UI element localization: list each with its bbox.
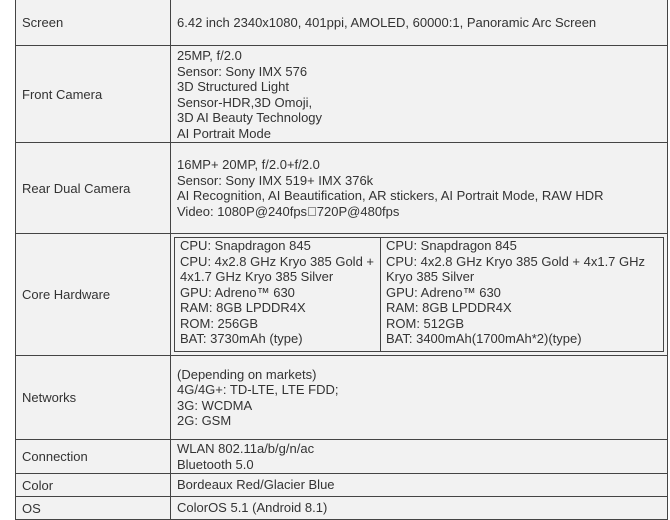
os-value: ColorOS 5.1 (Android 8.1)	[177, 500, 328, 516]
hardware-variant-b	[380, 237, 664, 352]
hardware-line: ROM: 512GB	[386, 315, 465, 331]
row-value	[171, 440, 668, 473]
front-camera-line: AI Portrait Mode	[177, 125, 271, 141]
row-value	[171, 497, 668, 519]
rear-camera-line: Video: 1080P@240fps 720P@480fps	[177, 203, 400, 219]
hardware-line: RAM: 8GB LPDDR4X	[180, 300, 306, 315]
hardware-line: ROM: 256GB	[180, 315, 259, 331]
hardware-line: BAT: 3730mAh (type)	[180, 331, 303, 346]
hardware-line: GPU: Adreno™ 630	[180, 284, 295, 300]
front-camera-line: 3D AI Beauty Technology	[177, 110, 323, 125]
row-label: Rear Dual Camera	[15, 143, 171, 233]
front-camera-line: Sensor-HDR,3D Omoji,	[177, 94, 313, 110]
rear-camera-line: AI Recognition, AI Beautification, AR stickers, AI Portrait Mode, RAW HDR	[177, 188, 604, 203]
row-label: Connection	[15, 440, 171, 473]
row-front-camera	[15, 46, 668, 143]
row-value	[171, 143, 668, 233]
row-value	[171, 234, 668, 355]
networks-line: 2G: GSM	[177, 413, 232, 428]
connection-line: Bluetooth 5.0	[177, 456, 254, 472]
row-label: OS	[15, 497, 171, 519]
connection-line: WLAN 802.11a/b/g/n/ac	[177, 441, 315, 456]
front-camera-line: Sensor: Sony IMX 576	[177, 63, 308, 79]
row-networks	[15, 356, 668, 440]
row-rear-camera	[15, 143, 668, 234]
rear-camera-line: Sensor: Sony IMX 519+ IMX 376k	[177, 172, 374, 188]
row-core-hardware	[15, 234, 668, 356]
row-os	[15, 497, 668, 520]
networks-line: (Depending on markets)	[177, 366, 317, 382]
row-label: Core Hardware	[15, 234, 171, 355]
row-color	[15, 474, 668, 497]
row-value	[171, 474, 668, 496]
row-label: Networks	[15, 356, 171, 439]
hardware-line: CPU: Snapdragon 845	[386, 238, 517, 253]
row-label: Color	[15, 474, 171, 496]
row-label: Screen	[15, 0, 171, 45]
rear-camera-line: 16MP+ 20MP, f/2.0+f/2.0	[177, 157, 320, 172]
row-value	[171, 46, 668, 142]
hardware-variant-a	[174, 237, 380, 352]
hardware-line: CPU: 4x2.8 GHz Kryo 385 Gold + 4x1.7 GHz Kryo 385 Silver	[386, 253, 646, 284]
spec-table	[15, 0, 668, 520]
networks-line: 3G: WCDMA	[177, 397, 253, 413]
row-label: Front Camera	[15, 46, 171, 142]
row-screen	[15, 0, 668, 46]
row-connection	[15, 440, 668, 474]
row-value	[171, 356, 668, 439]
hardware-line: RAM: 8GB LPDDR4X	[386, 300, 512, 315]
networks-line: 4G/4G+: TD-LTE, LTE FDD;	[177, 382, 339, 397]
hardware-line: CPU: 4x2.8 GHz Kryo 385 Gold + 4x1.7 GHz Kryo 385 Silver	[180, 253, 375, 284]
hardware-line: BAT: 3400mAh(1700mAh*2)(type)	[386, 331, 582, 346]
front-camera-line: 3D Structured Light	[177, 79, 290, 94]
hardware-line: CPU: Snapdragon 845	[180, 238, 311, 253]
row-value	[171, 0, 668, 45]
front-camera-line: 25MP, f/2.0	[177, 48, 242, 63]
hardware-line: GPU: Adreno™ 630	[386, 284, 501, 300]
screen-value: 6.42 inch 2340x1080, 401ppi, AMOLED, 60000:1, Panoramic Arc Screen	[177, 14, 597, 30]
color-value: Bordeaux Red/Glacier Blue	[177, 477, 335, 493]
